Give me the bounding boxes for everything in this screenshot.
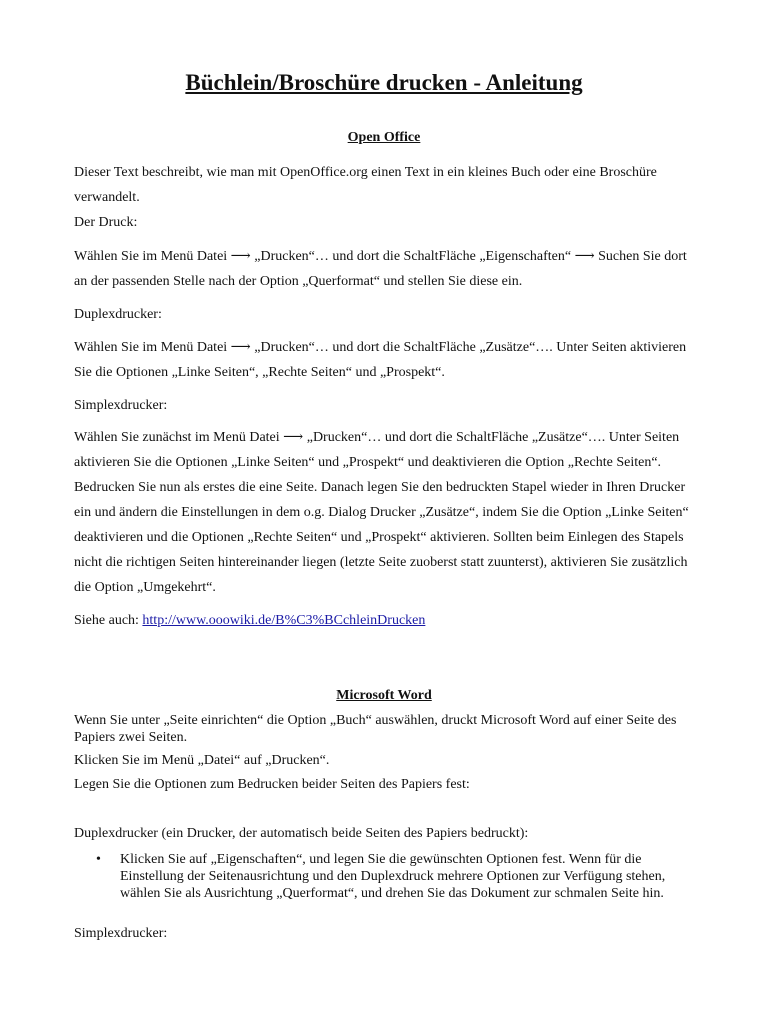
openoffice-intro: Dieser Text beschreibt, wie man mit OpenOffice.org einen Text in ein kleines Buch oder eine Broschüre verwandelt. bbox=[74, 165, 657, 205]
word-paragraph-2: Klicken Sie im Menü „Datei“ auf „Drucken“. bbox=[74, 753, 330, 768]
see-also-line bbox=[74, 608, 702, 633]
ooowiki-link[interactable]: http://www.ooowiki.de/B%C3%BCchleinDrucken bbox=[142, 613, 426, 628]
word-heading: Microsoft Word bbox=[336, 688, 432, 703]
simplex-label: Simplexdrucker: bbox=[74, 398, 168, 413]
openoffice-heading: Open Office bbox=[347, 130, 421, 145]
word-simplex-label: Simplexdrucker: bbox=[74, 926, 168, 941]
druck-label: Der Druck: bbox=[74, 215, 138, 230]
word-paragraph-3: Legen Sie die Optionen zum Bedrucken beider Seiten des Papiers fest: bbox=[74, 777, 470, 792]
word-paragraph-1: Wenn Sie unter „Seite einrichten“ die Option „Buch“ auswählen, druckt Microsoft Word auf einer Seite des Papiers zwei Seiten. bbox=[74, 713, 677, 745]
page-title: Büchlein/Broschüre drucken - Anleitung bbox=[185, 70, 583, 95]
druck-text: Wählen Sie im Menü Datei ⟶ „Drucken“… und dort die SchaltFläche „Eigenschaften“ ⟶ Suchen Sie dort an der passenden Stelle nach der Option „Querformat“ und stellen Sie diese ein. bbox=[74, 249, 687, 289]
word-duplex-label: Duplexdrucker (ein Drucker, der automatisch beide Seiten des Papiers bedruckt): bbox=[74, 826, 529, 841]
bullet-icon: • bbox=[96, 852, 101, 867]
duplex-text: Wählen Sie im Menü Datei ⟶ „Drucken“… und dort die SchaltFläche „Zusätze“…. Unter Seiten aktivieren Sie die Optionen „Linke Seiten“, „Rechte Seiten“ und „Prospekt“. bbox=[74, 340, 687, 380]
see-also-label: Siehe auch: bbox=[74, 613, 143, 628]
bullet-text: Klicken Sie auf „Eigenschaften“, und legen Sie die gewünschten Optionen fest. Wenn für die Einstellung der Seitenausrichtung und den Duplexdruck mehrere Optionen zur Verfügung stehen, wählen Sie als Ausrichtung „Querformat“, und drehen Sie das Dokument zur schmalen Seite hin. bbox=[120, 852, 666, 901]
duplex-label: Duplexdrucker: bbox=[74, 307, 162, 322]
simplex-text: Wählen Sie zunächst im Menü Datei ⟶ „Drucken“… und dort die SchaltFläche „Zusätze“…. Unter Seiten aktivieren Sie die Optionen „Linke Seiten“ und „Prospekt“ und deaktivieren die Option „Rechte Seiten“. Bedrucken Sie nun als erstes die eine Seite. Danach legen Sie den bedruckten Stapel wieder in Ihren Drucker ein und ändern die Einstellungen in dem o.g. Dialog Drucker „Zusätze“, indem Sie die Option „Linke Seiten“ deaktivieren und die Optionen „Rechte Seiten“ und „Prospekt“ aktivieren. Sollten beim Einlegen des Stapels nicht die richtigen Seiten hintereinander liegen (letzte Seite zuoberst statt zuunterst), aktivieren Sie zusätzlich die Option „Umgekehrt“. bbox=[74, 430, 689, 595]
